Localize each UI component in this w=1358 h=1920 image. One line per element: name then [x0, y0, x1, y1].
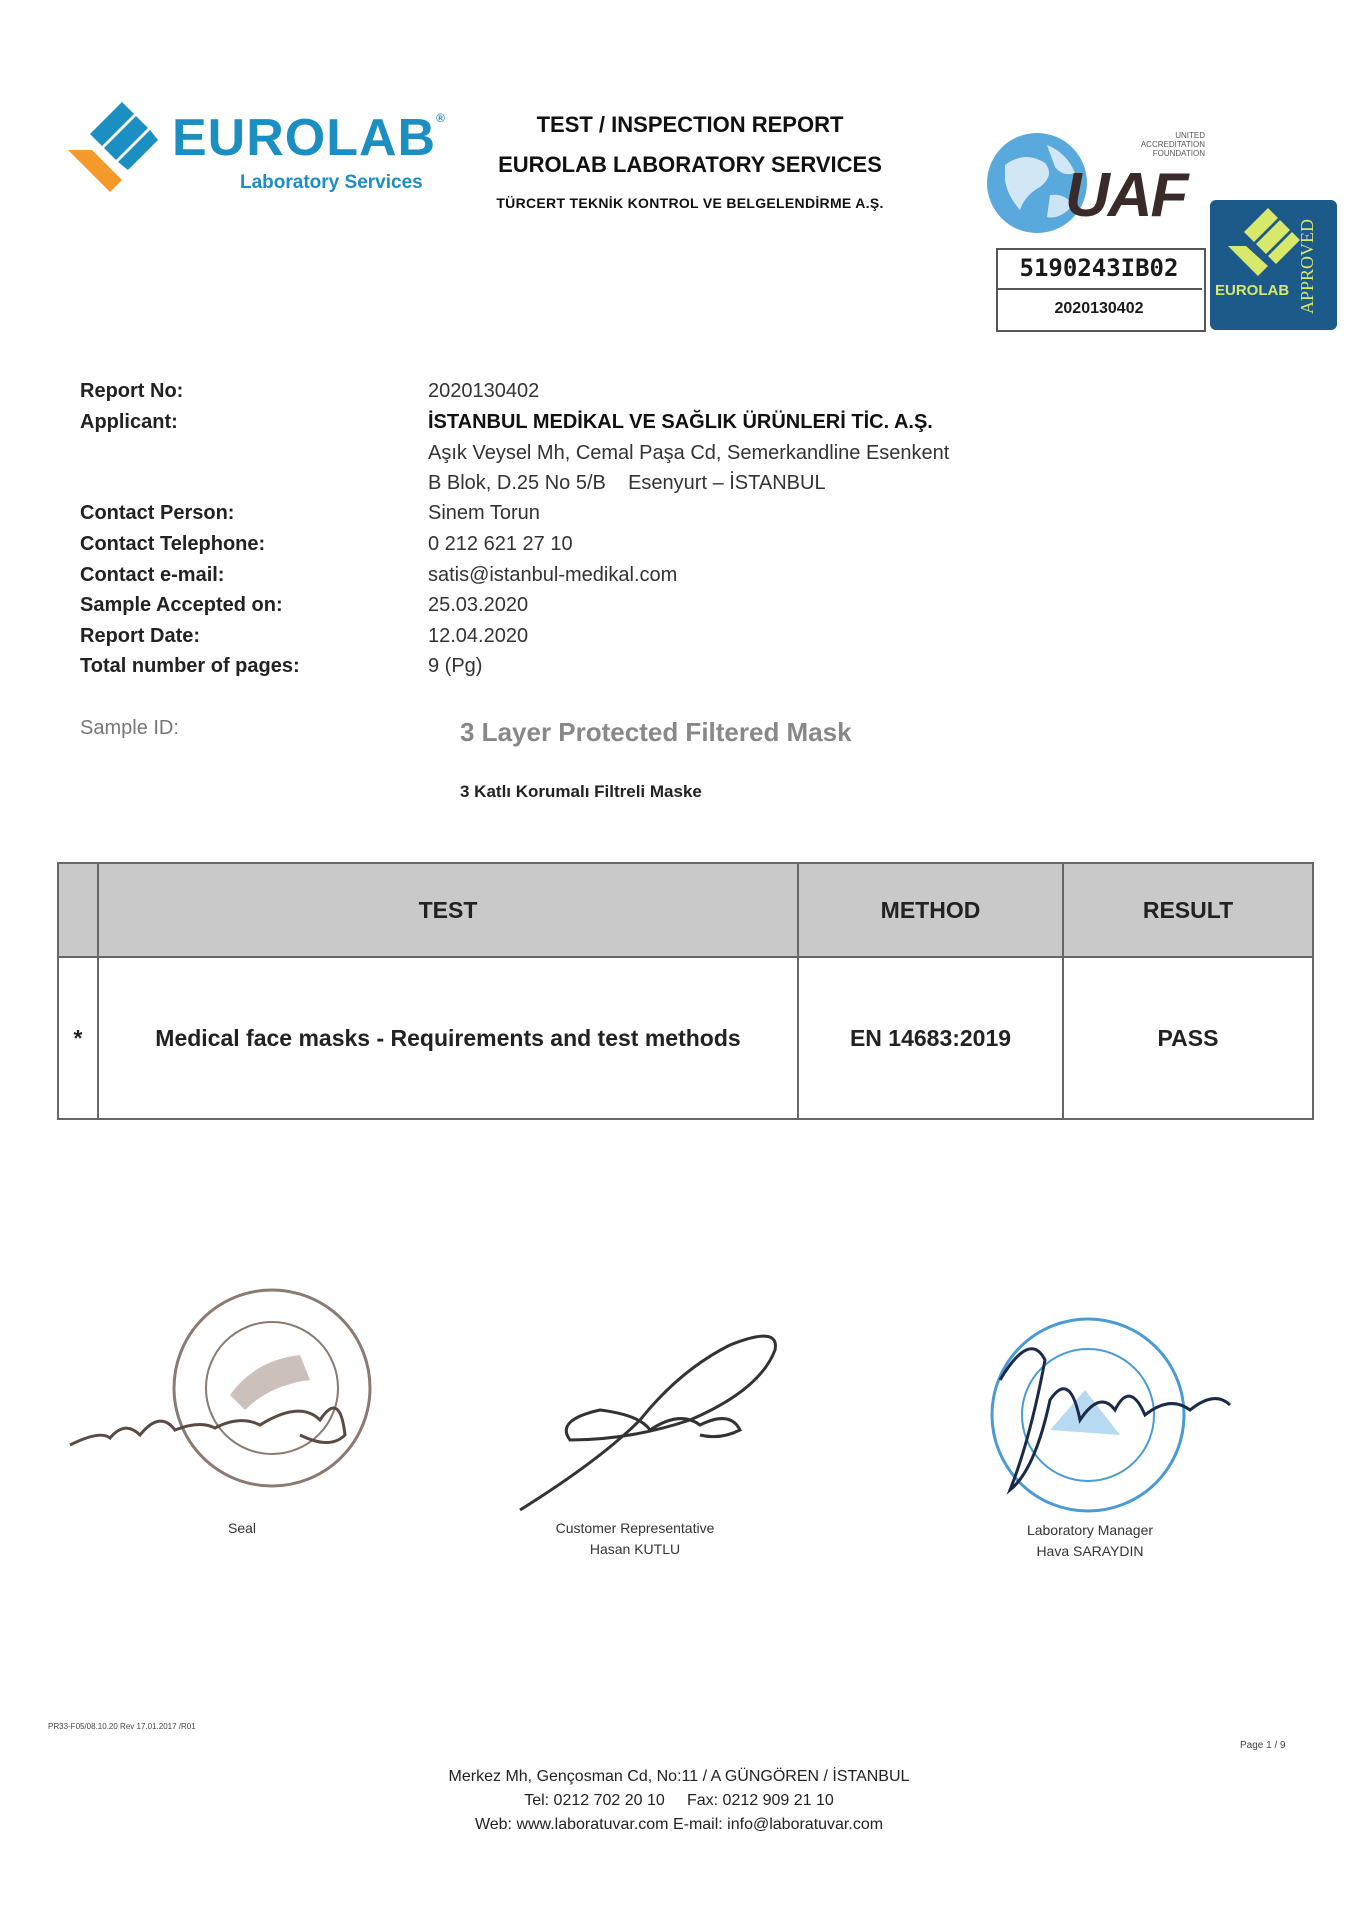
lab-name: EUROLAB LABORATORY SERVICES: [498, 152, 882, 177]
laboratory-stamp-icon: [992, 1319, 1184, 1511]
row-method: EN 14683:2019: [798, 957, 1063, 1119]
seal-stamp-icon: [174, 1290, 370, 1486]
seal-label: Seal: [227, 1520, 257, 1536]
report-date-label: Report Date:: [80, 625, 201, 647]
row-index: *: [58, 957, 98, 1119]
header-test: TEST: [98, 863, 798, 957]
table-header-row: [58, 863, 1313, 957]
sample-id-turkish: 3 Katlı Korumalı Filtreli Maske: [460, 782, 702, 801]
approved-logo-icon: [1218, 206, 1308, 286]
logo-wordmark: EUROLAB®: [172, 109, 446, 167]
report-title: TEST / INSPECTION REPORT: [536, 112, 844, 137]
customer-representative-block: [510, 1518, 760, 1560]
sample-id-label: Sample ID:: [80, 717, 179, 739]
accreditation-code: 5190243IB02: [996, 248, 1202, 290]
contact-telephone-label: Contact Telephone:: [80, 533, 266, 555]
sample-accepted-value: 25.03.2020: [428, 594, 529, 616]
page-number: Page 1 / 9: [1240, 1740, 1286, 1751]
footer-phones: Tel: 0212 702 20 10 Fax: 0212 909 21 10: [524, 1792, 834, 1809]
footer-web: Web: www.laboratuvar.com E-mail: info@laboratuvar.com: [474, 1816, 884, 1833]
applicant-address-line1: Aşık Veysel Mh, Cemal Paşa Cd, Semerkandline Esenkent: [428, 442, 950, 464]
header-method: METHOD: [798, 863, 1063, 957]
row-test: Medical face masks - Requirements and test methods: [98, 957, 798, 1119]
seal-signature-icon: [70, 1408, 345, 1445]
contact-email-label: Contact e-mail:: [80, 564, 225, 586]
total-pages-label: Total number of pages:: [80, 655, 300, 677]
accreditation-report-no: 2020130402: [1054, 300, 1144, 317]
approved-logo-label: EUROLAB: [1215, 282, 1290, 299]
manager-signature-icon: [1000, 1349, 1230, 1490]
report-no-value: 2020130402: [428, 380, 540, 402]
header-index: [58, 863, 98, 957]
contact-telephone-value: 0 212 621 27 10: [428, 533, 573, 555]
representative-signature-icon: [520, 1336, 775, 1510]
sample-id-value: 3 Layer Protected Filtered Mask: [460, 717, 852, 747]
manager-name: Hava SARAYDIN: [1036, 1543, 1144, 1559]
uaf-caption: UNITED ACCREDITATION FOUNDATION: [1140, 131, 1205, 158]
eurolab-logo-mark-icon: [60, 100, 160, 200]
contact-person-label: Contact Person:: [80, 502, 235, 524]
applicant-label: Applicant:: [80, 411, 178, 433]
signatures-area: [0, 1270, 1358, 1530]
contact-email-value: satis@istanbul-medikal.com: [428, 564, 678, 586]
contact-person-value: Sinem Torun: [428, 502, 540, 524]
logo-subtitle: Laboratory Services: [240, 172, 423, 193]
manager-title: Laboratory Manager: [1026, 1522, 1154, 1538]
row-result: PASS: [1063, 957, 1313, 1119]
representative-title: Customer Representative: [555, 1520, 715, 1536]
approved-text: APPROVED: [1297, 218, 1317, 314]
applicant-address-line2: B Blok, D.25 No 5/B Esenyurt – İSTANBUL: [428, 472, 826, 494]
company-name: TÜRCERT TEKNİK KONTROL VE BELGELENDİRME A.Ş.: [496, 195, 884, 211]
applicant-name: İSTANBUL MEDİKAL VE SAĞLIK ÜRÜNLERİ TİC. A.Ş.: [428, 411, 933, 433]
total-pages-value: 9 (Pg): [428, 655, 483, 677]
form-code: PR33-F05/08.10.20 Rev 17.01.2017 /R01: [48, 1722, 196, 1731]
representative-name: Hasan KUTLU: [589, 1541, 681, 1557]
header-result: RESULT: [1063, 863, 1313, 957]
uaf-logo-text: UAF: [1065, 161, 1187, 230]
laboratory-manager-block: [965, 1520, 1215, 1562]
sample-accepted-label: Sample Accepted on:: [80, 594, 283, 616]
results-table: [57, 862, 1314, 1120]
report-no-label: Report No:: [80, 380, 184, 402]
table-row: [58, 957, 1313, 1119]
report-date-value: 12.04.2020: [428, 625, 529, 647]
footer-address: Merkez Mh, Gençosman Cd, No:11 / A GÜNGÖREN / İSTANBUL: [448, 1768, 910, 1785]
